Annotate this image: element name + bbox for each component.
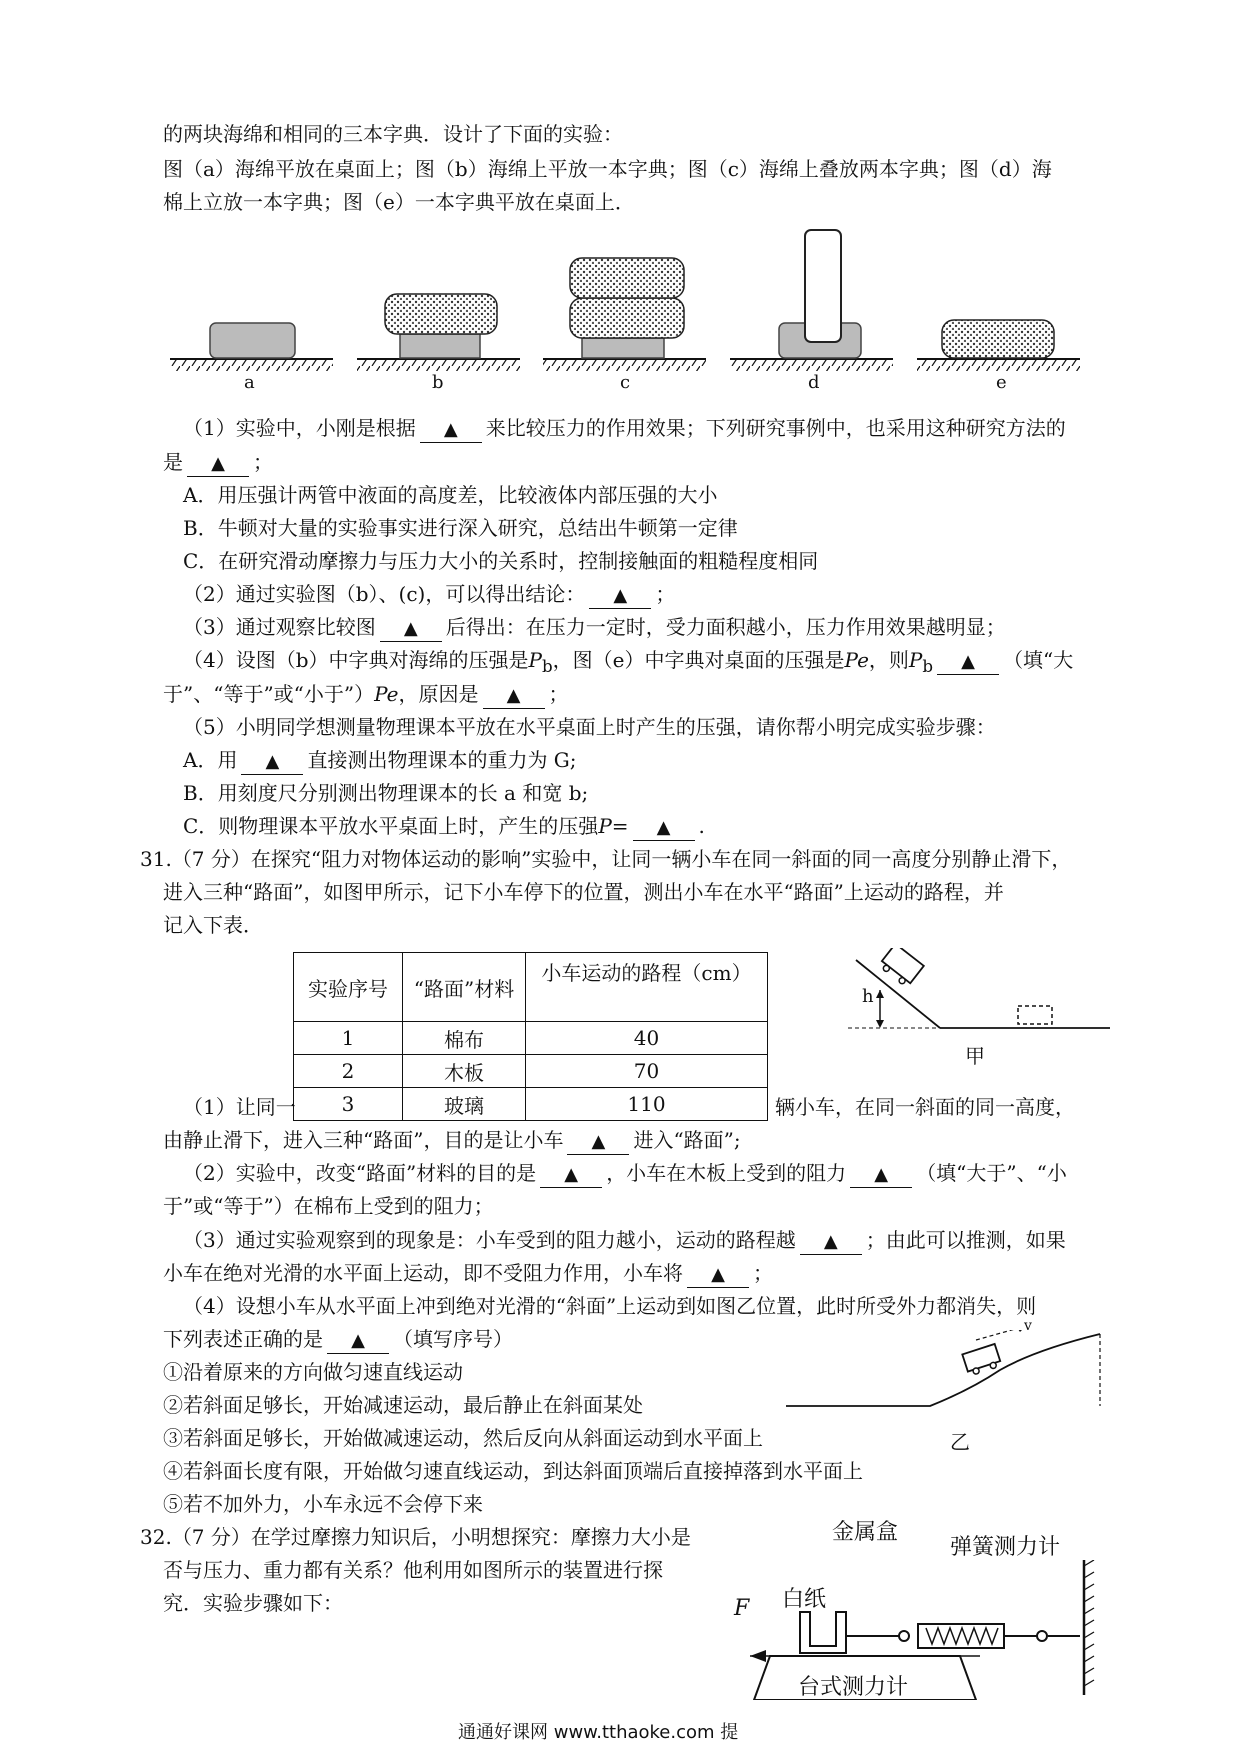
table-header: “路面”材料 <box>403 953 526 1022</box>
fig-label-e: e <box>996 372 1007 393</box>
q30-option-a: A．用压强计两管中液面的高度差，比较液体内部压强的大小 <box>183 483 718 507</box>
table-row: 2 木板 70 <box>294 1055 768 1088</box>
q31-option: ⑤若不加外力，小车永远不会停下来 <box>163 1492 483 1516</box>
sponge-c <box>582 338 664 358</box>
answer-blank[interactable]: ▲ <box>850 1163 912 1188</box>
fig-label-c: c <box>620 372 631 393</box>
q32-line3: 究．实验步骤如下： <box>163 1591 343 1615</box>
q31-option: ①沿着原来的方向做匀速直线运动 <box>163 1360 463 1384</box>
intro-line: 的两块海绵和相同的三本字典．设计了下面的实验： <box>163 122 623 146</box>
page-footer: 通通好课网 www.tthaoke.com 提 <box>458 1722 739 1743</box>
q32-line2: 否与压力、重力都有关系？他利用如图所示的装置进行探 <box>163 1558 663 1582</box>
table-row: 3 玻璃 110 <box>294 1088 768 1121</box>
answer-blank[interactable]: ▲ <box>589 584 651 609</box>
table-header-row <box>294 953 768 1022</box>
fig-box-label: 金属盒 <box>832 1520 899 1545</box>
q31-line1: 31.（7 分）在探究“阻力对物体运动的影响”实验中，让同一辆小车在同一斜面的同一高度分别静止滑下， <box>140 847 1072 871</box>
intro-line: 图（a）海绵平放在桌面上；图（b）海绵上平放一本字典；图（c）海绵上叠放两本字典；图（d）海 <box>163 157 1052 181</box>
q30-step-c: C．则物理课本平放水平桌面上时，产生的压强P= ▲ . <box>183 814 705 841</box>
q30-part2: （2）通过实验图（b）、(c)，可以得出结论： ▲ ； <box>183 582 675 609</box>
q31-part1-cont: 由静止滑下，进入三种“路面”，目的是让小车 ▲ 进入“路面”; <box>163 1128 741 1155</box>
q31-part3: （3）通过实验观察到的现象是：小车受到的阻力越小，运动的路程越 ▲ ；由此可以推测，如果 <box>183 1228 1066 1255</box>
q30-step-a: A．用 ▲ 直接测出物理课本的重力为 G; <box>183 748 577 775</box>
q31-part1-right: 辆小车，在同一斜面的同一高度， <box>775 1095 1075 1119</box>
q31-option: ③若斜面足够长，开始做减速运动，然后反向从斜面运动到水平面上 <box>163 1426 763 1450</box>
q31-option: ④若斜面长度有限，开始做匀速直线运动，到达斜面顶端后直接掉落到水平面上 <box>163 1459 863 1483</box>
fig-label-b: b <box>432 372 444 393</box>
sponge-b <box>400 334 480 358</box>
q31-line2: 进入三种“路面”，如图甲所示，记下小车停下的位置，测出小车在水平“路面”上运动的路程，并 <box>163 880 1004 904</box>
fig-h-label: h <box>862 986 874 1007</box>
dictionary-d <box>805 230 841 342</box>
q30-part4-cont: 于”、“等于”或“小于”）Pe，原因是 ▲ ； <box>163 682 569 709</box>
fig-f-label: F <box>734 1596 750 1621</box>
q30-part4: （4）设图（b）中字典对海绵的压强是$P_b$，图（e）中字典对桌面的压强是Pe，则$P_b$ ▲ （填“大 <box>183 648 1074 676</box>
results-table <box>293 952 768 1121</box>
fig-paper-label: 白纸 <box>782 1587 827 1612</box>
q31-part1: （1）让同一 <box>183 1095 296 1119</box>
table-row: 1 棉布 40 <box>294 1022 768 1055</box>
fig-v-label: v <box>1024 1318 1032 1334</box>
ground-lines <box>170 359 1080 371</box>
q32-line1: 32.（7 分）在学过摩擦力知识后，小明想探究：摩擦力大小是 <box>140 1525 691 1549</box>
fig-scale-label: 台式测力计 <box>798 1675 909 1700</box>
sponge-a <box>210 323 295 358</box>
dictionary-e <box>942 320 1054 358</box>
fig-label-a: a <box>244 372 255 393</box>
fig-spring-label: 弹簧测力计 <box>950 1535 1061 1560</box>
answer-blank[interactable]: ▲ <box>420 418 482 443</box>
answer-blank[interactable]: ▲ <box>937 650 999 675</box>
table-header: 小车运动的路程（cm） <box>526 953 768 1022</box>
table-header: 实验序号 <box>294 953 403 1022</box>
q30-part1: （1）实验中，小刚是根据 ▲ 来比较压力的作用效果；下列研究事例中，也采用这种研究方法的 <box>183 416 1066 443</box>
answer-blank[interactable]: ▲ <box>483 684 545 709</box>
answer-blank[interactable]: ▲ <box>633 816 695 841</box>
answer-blank[interactable]: ▲ <box>540 1163 602 1188</box>
answer-blank[interactable]: ▲ <box>241 750 303 775</box>
q30-option-c: C．在研究滑动摩擦力与压力大小的关系时，控制接触面的粗糙程度相同 <box>183 549 819 573</box>
incline-figure-yi <box>780 1330 1110 1450</box>
q30-part3: （3）通过观察比较图 ▲ 后得出：在压力一定时，受力面积越小，压力作用效果越明显； <box>183 615 1006 642</box>
dictionary-b <box>385 294 497 334</box>
q30-step-b: B．用刻度尺分别测出物理课本的长 a 和宽 b; <box>183 781 589 805</box>
q30-option-b: B．牛顿对大量的实验事实进行深入研究，总结出牛顿第一定律 <box>183 516 738 540</box>
intro-line: 棉上立放一本字典；图（e）一本字典平放在桌面上． <box>163 190 635 214</box>
fig-jia-label: 甲 <box>965 1044 985 1068</box>
answer-blank[interactable]: ▲ <box>187 452 249 477</box>
dictionary-c-high <box>570 258 684 298</box>
answer-blank[interactable]: ▲ <box>380 617 442 642</box>
q30-part5: （5）小明同学想测量物理课本平放在水平桌面上时产生的压强，请你帮小明完成实验步骤： <box>183 715 996 739</box>
answer-blank[interactable]: ▲ <box>800 1230 862 1255</box>
q31-part4: （4）设想小车从水平面上冲到绝对光滑的“斜面”上运动到如图乙位置，此时所受外力都消失，则 <box>183 1294 1037 1318</box>
fig-label-d: d <box>808 372 820 393</box>
incline-figure-jia <box>848 948 1148 1068</box>
q31-part2-cont: 于”或“等于”）在棉布上受到的阻力； <box>163 1194 494 1218</box>
answer-blank[interactable]: ▲ <box>687 1263 749 1288</box>
fig-yi-label: 乙 <box>950 1430 970 1454</box>
q31-part3-cont: 小车在绝对光滑的水平面上运动，即不受阻力作用，小车将 ▲ ； <box>163 1261 773 1288</box>
answer-blank[interactable]: ▲ <box>567 1130 629 1155</box>
q31-line3: 记入下表． <box>163 913 263 937</box>
q31-part2: （2）实验中，改变“路面”材料的目的是 ▲ ，小车在木板上受到的阻力 ▲ （填“大于”、“小 <box>183 1161 1067 1188</box>
answer-blank[interactable]: ▲ <box>327 1329 389 1354</box>
q31-option: ②若斜面足够长，开始减速运动，最后静止在斜面某处 <box>163 1393 643 1417</box>
q31-part4-cont: 下列表述正确的是 ▲ （填写序号） <box>163 1327 513 1354</box>
dictionary-c-low <box>570 298 684 338</box>
q30-part1-cont: 是 ▲ ； <box>163 450 273 477</box>
